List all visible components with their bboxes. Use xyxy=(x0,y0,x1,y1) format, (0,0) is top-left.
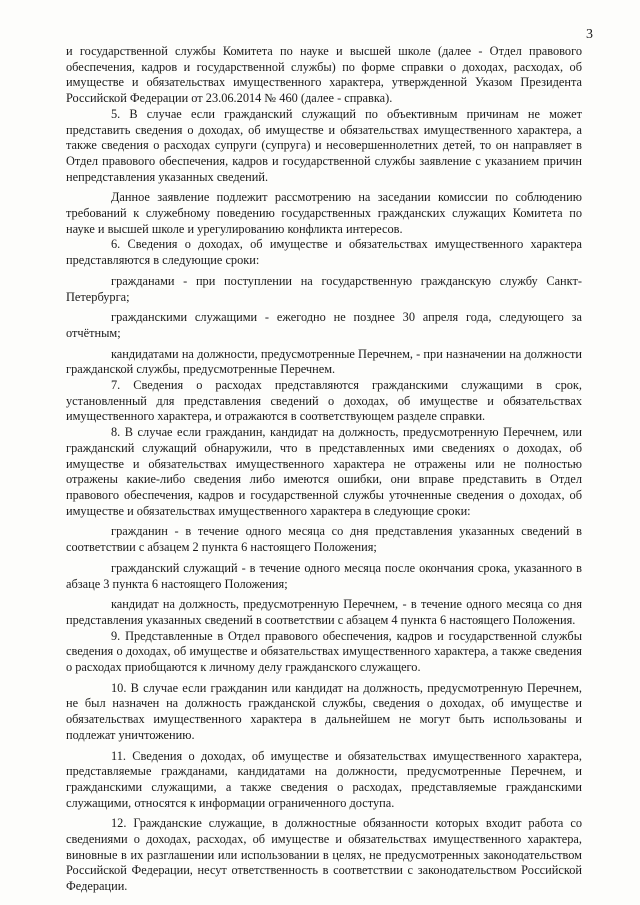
paragraph-item-9: 9. Представленные в Отдел правового обеспечения, кадров и государственной службы сведения о доходах, об имуществе и обязательствах имущественного характера, а также сведения о расходах приобщаются к личному делу гражданского служащего. xyxy=(66,628,582,675)
page-number: 3 xyxy=(586,27,593,42)
paragraph-item-8-servant: гражданский служащий - в течение одного месяца после окончания срока, указанного в абзаце 3 пункта 6 настоящего Положения; xyxy=(66,560,582,591)
paragraph-item-8-candidate: кандидат на должность, предусмотренную Перечнем, - в течение одного месяца со дня представления указанных сведений в соответствии с абзацем 4 пункта 6 настоящего Положения. xyxy=(66,597,582,627)
paragraph-continuation: и государственной службы Комитета по науке и высшей школе (далее - Отдел правового обеспечения, кадров и государственной службы) по форме справки о доходах, расходах, об имуществе и обязательствах имущественного характера, утвержденной Указом Президента Российской Федерации от 23.06.2014 № 460 (далее - справка). xyxy=(66,44,582,106)
paragraph-item-12: 12. Гражданские служащие, в должностные обязанности которых входит работа со сведениями о доходах, расходах, об имуществе и обязательствах имущественного характера, виновные в их разглашении или использовании в целях, не предусмотренных законодательством Российской Федерации, несут ответственность в соответствии с законодательством Российской Федерации. xyxy=(66,816,582,894)
paragraph-item-7: 7. Сведения о расходах представляются гражданскими служащими в срок, установленный для представления сведений о доходах, об имуществе и обязательствах имущественного характера, и отражаются в соответствующем разделе справки. xyxy=(66,378,582,424)
paragraph-item-11: 11. Сведения о доходах, об имуществе и обязательствах имущественного характера, представляемые гражданами, кандидатами на должности, предусмотренные Перечнем, и гражданскими служащими, а также сведения о расходах, представляемые гражданскими служащими, относятся к информации ограниченного доступа. xyxy=(66,748,582,810)
paragraph-item-5-note: Данное заявление подлежит рассмотрению на заседании комиссии по соблюдению требований к служебному поведению государственных гражданских служащих Комитета по науке и высшей школе и урегулированию конфликта интересов. xyxy=(66,190,582,236)
paragraph-item-10: 10. В случае если гражданин или кандидат на должность, предусмотренную Перечнем, не был назначен на должность гражданской службы, сведения о доходах, об имуществе и обязательствах имущественного характера в дальнейшем не могут быть использованы и подлежат уничтожению. xyxy=(66,680,582,742)
document-body xyxy=(66,44,582,895)
paragraph-item-8: 8. В случае если гражданин, кандидат на должность, предусмотренную Перечнем, или гражданский служащий обнаружили, что в представленных ими сведениях о доходах, об имуществе и обязательствах имущественного характера не отражены или не полностью отражены какие-либо сведения либо имеются ошибки, они вправе представить в Отдел правового обеспечения, кадров и государственной службы уточненные сведения о доходах, об имуществе и обязательствах имущественного характера в следующие сроки: xyxy=(66,425,582,518)
paragraph-item-6: 6. Сведения о доходах, об имуществе и обязательствах имущественного характера представляются в следующие сроки: xyxy=(66,237,582,268)
paragraph-item-6-candidates: кандидатами на должности, предусмотренные Перечнем, - при назначении на должности гражданской службы, предусмотренные Перечнем. xyxy=(66,346,582,377)
paragraph-item-5: 5. В случае если гражданский служащий по объективным причинам не может представить сведения о доходах, об имуществе и обязательствах имущественного характера, а также сведения о расходах супруги (супруга) и несовершеннолетних детей, то он направляет в Отдел правового обеспечения, кадров и государственной службы заявление с указанием причин непредставления указанных сведений. xyxy=(66,106,582,184)
paragraph-item-8-citizen: гражданин - в течение одного месяца со дня представления указанных сведений в соответствии с абзацем 2 пункта 6 настоящего Положения; xyxy=(66,524,582,555)
paragraph-item-6-citizens: гражданами - при поступлении на государственную гражданскую службу Санкт-Петербурга; xyxy=(66,273,582,304)
paragraph-item-6-servants: гражданскими служащими - ежегодно не позднее 30 апреля года, следующего за отчётным; xyxy=(66,310,582,340)
